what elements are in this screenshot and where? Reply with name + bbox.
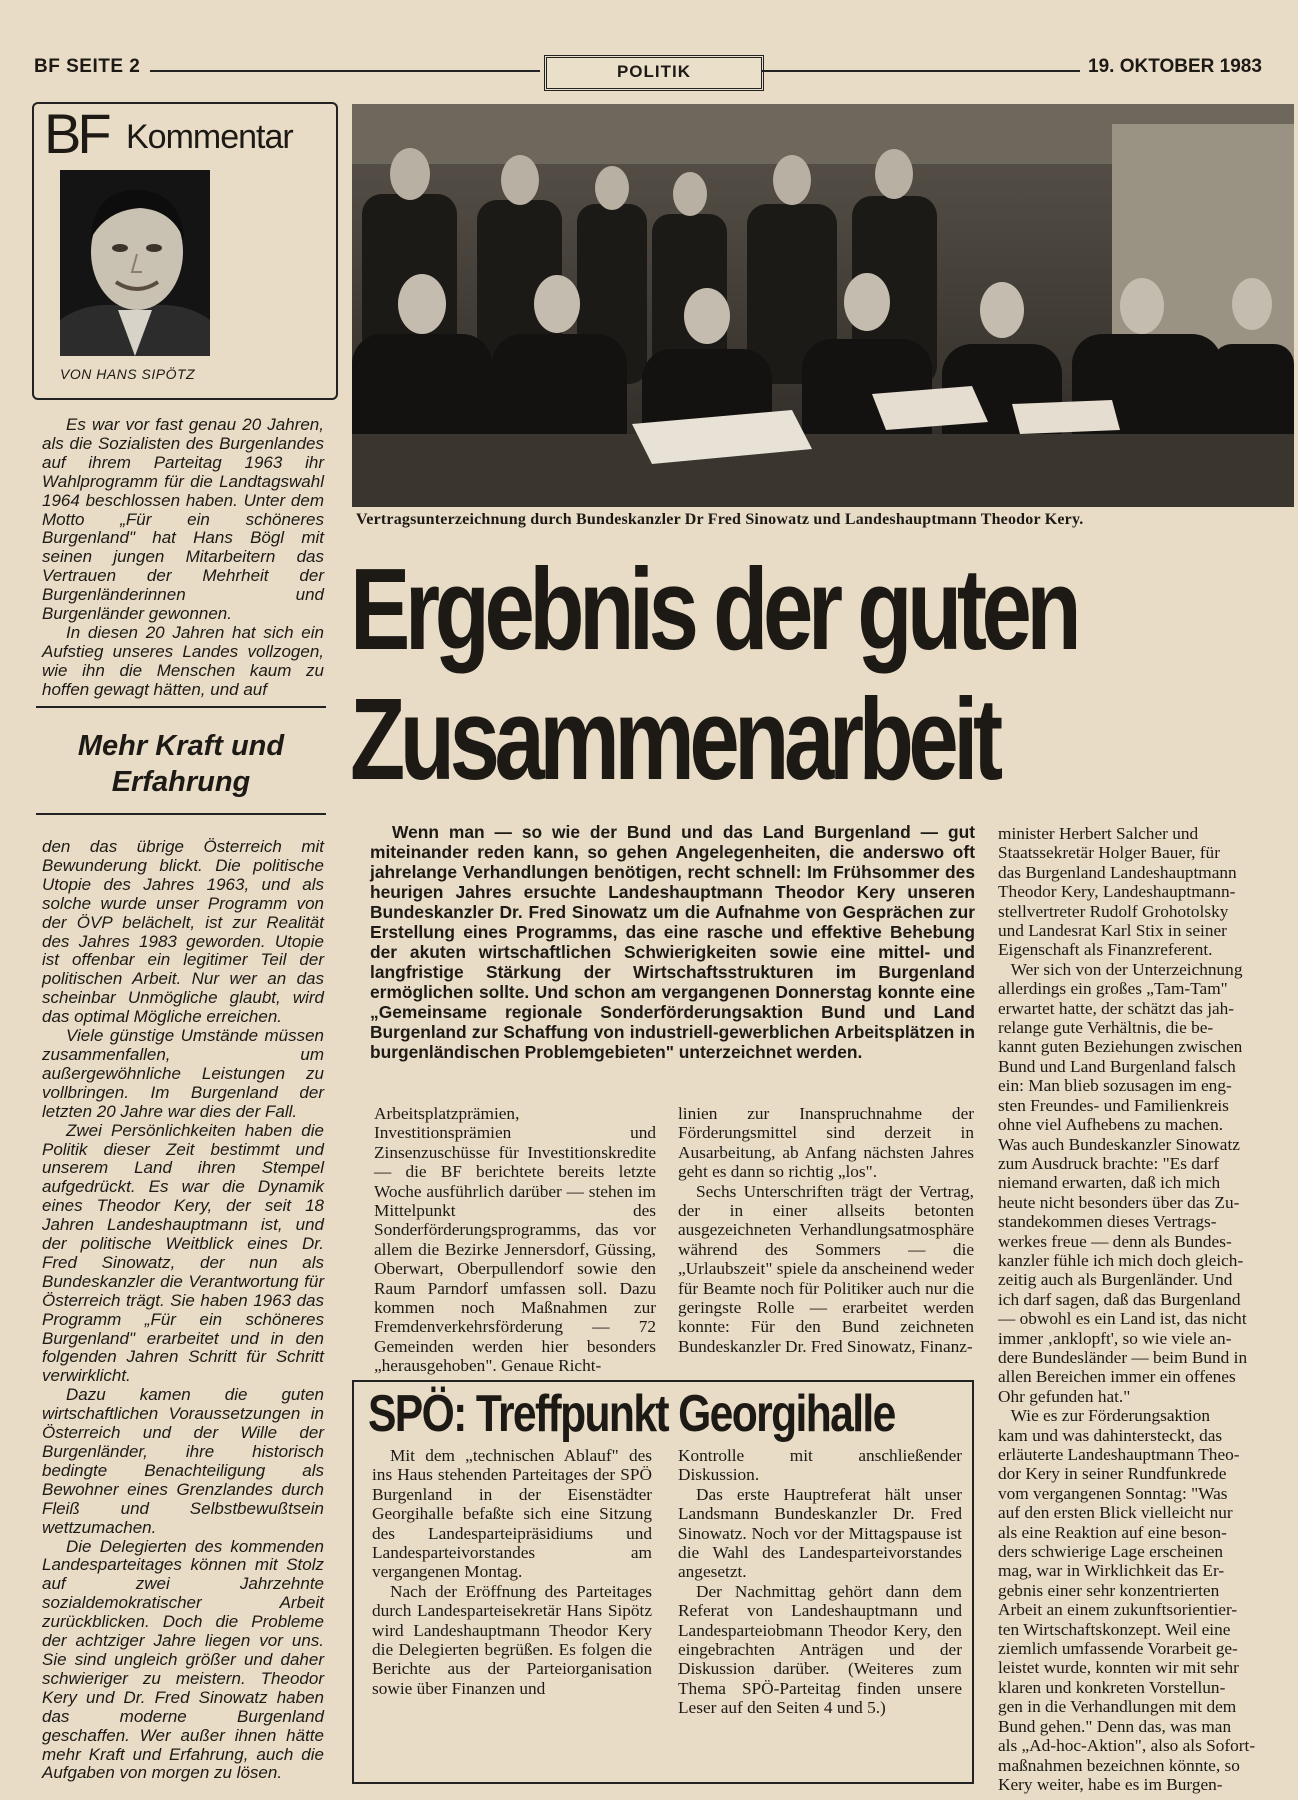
article-line: relange gute Verhältnis, die be- <box>998 1018 1214 1038</box>
commentary-subheading: Mehr Kraft und Erfahrung <box>77 730 285 798</box>
header-rule-left <box>150 70 540 72</box>
photo-caption: Vertragsunterzeichnung durch Bundeskanzler Dr Fred Sinowatz und Landeshauptmann Theodor Kery. <box>356 511 1084 528</box>
commentary-body <box>42 838 324 1783</box>
issue-date: 19. OKTOBER 1983 <box>1088 56 1262 77</box>
article-line: allerdings ein großes „Tam-Tam" <box>998 979 1228 999</box>
article-line: mag, war in Wirklichkeit das Er- <box>998 1561 1225 1581</box>
article-line: auf den ersten Blick vielleicht nur <box>998 1503 1233 1523</box>
article-line: Ohr gefunden hat." <box>998 1386 1131 1406</box>
article-paragraph: Arbeitsplatzprämien, Investitionsprämien und Zinsenzuschüsse für Investitionskredite — die BF berichtete bereits letzte Woche ausführlich darüber — stehen im Mittelpunkt des Sonderförderungsprogramms, das vor allem die Bezirke Jennersdorf, Güssing, Oberwart, Oberpullendorf sowie den Raum Parndorf umfassen soll. Dazu kommen noch Maßnahmen zur Fremdenverkehrsförderung — 72 Gemeinden werden hier besonders „herausgehoben". Genaue Richt- <box>374 1104 656 1376</box>
article-line: werkes freue — denn als Bundes- <box>998 1231 1232 1251</box>
commentary-logo: BF <box>44 102 108 165</box>
sidebar-column-a <box>372 1446 652 1698</box>
article-line: dor Kery in seiner Rundfunkrede <box>998 1464 1227 1484</box>
article-line: kanzler fühle ich mich doch gleich- <box>998 1250 1244 1270</box>
article-line: Arbeit an einem zukunftsorientier- <box>998 1600 1238 1620</box>
author-portrait-image <box>60 170 210 356</box>
signing-photo <box>352 104 1294 507</box>
sidebar-headline: SPÖ: Treffpunkt Georgihalle <box>368 1385 895 1443</box>
commentary-paragraph: Dazu kamen die guten wirtschaftlichen Voraussetzungen in Österreich und der Wille der Burgenländer, ihre historisch bedingte Benachteiligung als Bewohner eines Grenzlandes durch Fleiß und Selbstbewußtsein wettzumachen. <box>42 1385 324 1537</box>
article-line: allen Bereichen immer ein offenes <box>998 1367 1236 1387</box>
article-line: sten Freundes- und Familienkreis <box>998 1095 1229 1115</box>
article-line: klaren und konkreten Vorstellun- <box>998 1677 1226 1697</box>
article-column-b <box>678 1104 974 1356</box>
article-line: Wer sich von der Unterzeichnung <box>998 959 1243 979</box>
article-line: heute nicht besonders über das Zu- <box>998 1192 1240 1212</box>
commentary-paragraph: In diesen 20 Jahren hat sich ein Aufstieg unseres Landes vollzogen, wie ihn die Menschen kaum zu hoffen gewagt hätten, und auf <box>42 622 324 699</box>
commentary-rule-top <box>36 706 326 708</box>
article-line: Wie es zur Förderungsaktion <box>998 1406 1211 1426</box>
commentary-intro <box>42 416 324 700</box>
article-line: Eigenschaft als Finanzreferent. <box>998 940 1213 960</box>
signing-photo-image <box>352 104 1294 507</box>
article-line: Bund und Land Burgenland falsch <box>998 1056 1236 1076</box>
article-line: ders schwierige Lage erscheinen <box>998 1542 1224 1562</box>
commentary-paragraph: Zwei Persönlichkeiten haben die Politik dieser Zeit bestimmt und unserem Land ihren Stempel aufgedrückt. Es war die Dynamik eines Theodor Kery, der seit 18 Jahren Landeshauptmann ist, und der politische Weitblick eines Dr. Fred Sinowatz, der nun als Bundeskanzler die Verantwortung für Österreich trägt. Sie haben 1963 das Programm „Für ein schöneres Burgenland" erarbeitet und in den folgenden Jahren Schritt für Schritt verwirklicht. <box>42 1120 324 1386</box>
article-column-a <box>374 1104 656 1376</box>
commentary-author: VON HANS SIPÖTZ <box>60 366 196 382</box>
article-line: als eine Reaktion auf eine beson- <box>998 1522 1227 1542</box>
article-line: zum Ausdruck brachte: "Es darf <box>998 1153 1220 1173</box>
article-line: Staatssekretär Holger Bauer, für <box>998 843 1220 863</box>
article-line: das Burgenland Landeshauptmann <box>998 862 1237 882</box>
headline-line-2: Zusammenarbeit <box>350 674 998 804</box>
sidebar-paragraph: Nach der Eröffnung des Parteitages durch Landesparteisekretär Hans Sipötz wird Landeshauptmann Theodor Kery die Delegierten begrüßen. Es folgen die Berichte aus der Parteiorganisation sowie über Finanzen und <box>372 1581 652 1698</box>
article-line: ohne viel Aufhebens zu machen. <box>998 1115 1224 1135</box>
article-line: Was auch Bundeskanzler Sinowatz <box>998 1134 1240 1154</box>
article-line: ziemlich umfassende Vorarbeit ge- <box>998 1639 1238 1659</box>
sidebar-paragraph: Kontrolle mit anschließender Diskussion. <box>678 1446 962 1485</box>
article-line: kannt guten Beziehungen zwischen <box>998 1037 1243 1057</box>
article-line: vom vergangenen Sonntag: "Was <box>998 1483 1228 1503</box>
article-line: kam und was dahintersteckt, das <box>998 1425 1223 1445</box>
article-line: immer ‚anklopft', so wie viele an- <box>998 1328 1232 1348</box>
author-photo <box>60 170 210 356</box>
header-rule-right <box>762 70 1080 72</box>
article-line: leistet wurde, konnten wir mit sehr <box>998 1658 1239 1678</box>
article-line: erwartet hatte, der schätzt das jah- <box>998 998 1235 1018</box>
sidebar-paragraph: Mit dem „technischen Ablauf" des ins Haus stehenden Parteitages der SPÖ Burgenland in der Eisenstädter Georgihalle befaßte sich eine Sitzung des Landesparteipräsidiums und Landesparteivorstandes am vergangenen Montag. <box>372 1446 652 1582</box>
article-line: — obwohl es ein Land ist, das nicht <box>998 1309 1247 1329</box>
article-paragraph: linien zur Inanspruchnahme der Förderungsmittel sind derzeit in Ausarbeitung, ab Anfang nächsten Jahres geht es dann so richtig „los". <box>678 1104 974 1182</box>
article-paragraph: Sechs Unterschriften trägt der Vertrag, der in einer allseits betonten ausgezeichneten Verhandlungsatmosphäre während des Sommers — die „Urlaubszeit" spiele da anscheinend weder für Beamte noch für Politiker auch nur die geringste Rolle — erarbeitet werden konnte: Für den Bund zeichneten Bundeskanzler Dr. Fred Sinowatz, Finanz- <box>678 1181 974 1356</box>
article-line: gen in die Verhandlungen mit dem <box>998 1697 1237 1717</box>
article-line: minister Herbert Salcher und <box>998 824 1199 843</box>
article-line: niemand erwarten, daß ich mich <box>998 1173 1221 1193</box>
article-line: ein: Man blieb sozusagen im eng- <box>998 1076 1232 1096</box>
article-line: ten Wirtschaftskonzept. Weil eine <box>998 1619 1231 1639</box>
article-line: erläuterte Landeshauptmann Theo- <box>998 1445 1240 1464</box>
article-line: Kery weiter, habe es im Burgen- <box>998 1774 1223 1794</box>
article-line: ich darf sagen, daß das Burgenland <box>998 1289 1241 1309</box>
article-line: stellvertreter Rudolf Grohotolsky <box>998 901 1229 921</box>
sidebar-paragraph: Das erste Hauptreferat hält unser Landsmann Bundeskanzler Dr. Fred Sinowatz. Noch vor der Mittagspause ist die Wahl des Landesparteivorstandes angesetzt. <box>678 1484 962 1582</box>
commentary-title: Kommentar <box>126 118 293 156</box>
article-line: Theodor Kery, Landeshauptmann- <box>998 882 1236 902</box>
article-line: standekommen dieses Vertrags- <box>998 1212 1217 1232</box>
article-line: zeitig auch als Burgenländer. Und <box>998 1270 1233 1290</box>
commentary-rule-bottom <box>36 813 326 815</box>
commentary-paragraph: Es war vor fast genau 20 Jahren, als die Sozialisten des Burgenlandes auf ihrem Parteitag 1963 ihr Wahlprogramm für die Landtagswahl 1964 beschlossen haben. Unter dem Motto „Für ein schöneres Burgenland" hat Hans Bögl mit seinen jungen Mitarbeitern das Vertrauen der Mehrheit der Burgenländerinnen und Burgenländer gewonnen. <box>42 415 324 624</box>
commentary-paragraph: den das übrige Österreich mit Bewunderung blickt. Die politische Utopie des Jahres 1963, und als solche wurde unser Programm von der ÖVP belächelt, ist zur Realität des Jahres 1983 geworden. Utopie ist offenbar ein legitimer Teil der politischen Arbeit. Nur wer an das scheinbar Unmögliche glaubt, wird das optimal Mögliche erreichen. <box>42 837 324 1027</box>
article-line: gebnis einer sehr konzentrierten <box>998 1580 1220 1600</box>
commentary-paragraph: Die Delegierten des kommenden Landesparteitages können mit Stolz auf zwei Jahrzehnte sozialdemokratischer Arbeit zurückblicken. Doch die Probleme der achtziger Jahre liegen vor uns. Sie sind ungleich größer und daher schwieriger zu meistern. Theodor Kery und Dr. Fred Sinowatz haben das moderne Burgenland geschaffen. Wer außer ihnen hätte mehr Kraft und Erfahrung, auch die Aufgaben von morgen zu lösen. <box>42 1536 324 1783</box>
article-line: dere Bundesländer — beim Bund in <box>998 1347 1248 1367</box>
article-line: Bund gehen." Denn das, was man <box>998 1716 1232 1736</box>
article-headline <box>350 544 1089 804</box>
article-column-right <box>998 824 1298 1794</box>
page-label: BF SEITE 2 <box>34 56 141 77</box>
sidebar-paragraph: Der Nachmittag gehört dann dem Referat von Landeshauptmann und Landesparteiobmann Theodor Kery, den eingebrachten Anträgen und der Diskussion darüber. (Weiteres zum Thema SPÖ-Parteitag finden unsere Leser auf den Seiten 4 und 5.) <box>678 1581 962 1718</box>
commentary-paragraph: Viele günstige Umstände müssen zusammenfallen, um außergewöhnliche Leistungen zu vollbringen. Im Burgenland der letzten 20 Jahre war dies der Fall. <box>42 1026 324 1121</box>
article-line: und Landesrat Karl Stix in seiner <box>998 921 1227 941</box>
headline-line-1: Ergebnis der guten <box>350 544 1077 674</box>
section-label: POLITIK <box>544 55 764 91</box>
sidebar-column-b <box>678 1446 962 1718</box>
lead-paragraph: Wenn man — so wie der Bund und das Land Burgenland — gut miteinander reden kann, so gehen Angelegenheiten, die anderswo oft jahrelange Verhandlungen benötigen, recht schnell: Im Frühsommer des heurigen Jahres ersuchte Landeshauptmann Theodor Kery unseren Bundeskanzler Dr. Fred Sinowatz um die Aufnahme von Gesprächen zur Erstellung eines Programms, das eine rasche und effektive Behebung der akuten wirtschaftlichen Schwierigkeiten sowie eine mittel- und langfristige Stärkung der Wirtschaftsstrukturen im Burgenland ermöglichen sollte. Und schon am vergangenen Donnerstag konnte eine „Gemeinsame regionale Sonderförderungsaktion Bund und Land Burgenland zur Schaffung von industriell-gewerblichen Arbeitsplätzen in burgenländischen Problemgebieten" unterzeichnet werden. <box>370 822 975 1062</box>
article-lead <box>370 822 975 1062</box>
article-line: als „Ad-hoc-Aktion", also als Sofort- <box>998 1736 1256 1756</box>
article-line: maßnahmen bezeichnen könnte, so <box>998 1755 1240 1775</box>
